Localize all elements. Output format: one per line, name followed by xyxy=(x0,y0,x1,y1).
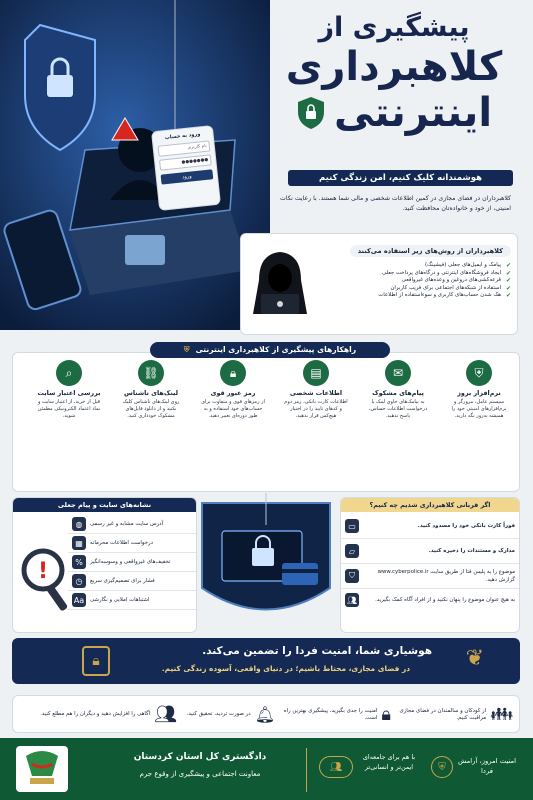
methods-item: ✔ هک شدن حساب‌های کاربری و سوءاستفاده از اطلاعات xyxy=(378,291,511,299)
victim-action-item: ⛉ موضوع را به پلیس فتا از طریق سایت www.cyberpolice.ir گزارش دهید. xyxy=(341,564,519,589)
strategy-unknown-links: ⛓ لینک‌های ناشناس روی لینک‌های ناشناس کلیک نکنید و از دانلود فایل‌های مشکوک خودداری کنید. xyxy=(119,360,183,421)
victim-actions-card xyxy=(340,497,520,633)
shield-icon: ⛨ xyxy=(466,360,492,386)
shield-small-icon: ⛨ xyxy=(183,345,190,354)
laurel-icon: ❦ xyxy=(465,646,484,671)
shield-lock-icon xyxy=(296,96,326,130)
victim-action-item: ▭ فوراً کارت بانکی خود را مسدود کنید. xyxy=(341,514,519,539)
phishing-card-title: ورود به حساب xyxy=(164,131,201,142)
strategy-strong-password: 🔒︎ رمز عبور قوی از رمزهای قوی و متفاوت برای حساب‌های خود استفاده و به طور دوره‌ای تغییر دهید. xyxy=(201,360,265,421)
footer-motto-2: با هم برای جامعه‌ای ایمن‌تر و انسانی‌تر xyxy=(362,753,416,771)
community-icon: 👥︎ xyxy=(319,756,353,778)
alert-bell-icon: 🔔︎ xyxy=(254,705,275,725)
strategy-update: ⛨ نرم‌افزار بروز سیستم عامل، مرورگر و نرم‌افزارهای امنیتی خود را همیشه به‌روز نگه دارید. xyxy=(447,360,511,421)
methods-card xyxy=(240,233,518,335)
center-laptop-illustration xyxy=(192,493,340,633)
document-icon: ▦ xyxy=(72,536,86,550)
tip-item: 👥︎ آگاهی را افزایش دهید و دیگران را هم مطلع کنید. xyxy=(40,704,177,726)
phishing-login-button: ورود xyxy=(161,169,214,184)
methods-item: ✔ پیامک و ایمیل‌های جعلی (فیشینگ) xyxy=(425,262,511,270)
strategies-title-bar xyxy=(150,342,390,358)
tip-item: 🔔︎ در صورت تردید، تحقیق کنید. xyxy=(186,705,275,725)
group-icon: 👥︎ xyxy=(154,704,177,726)
fake-sign-item: فشار برای تصمیم‌گیری سریع ◷ xyxy=(68,572,196,591)
judiciary-emblem xyxy=(14,744,70,794)
fake-sign-item: آدرس سایت مشابه و غیر رسمی ◍ xyxy=(68,515,196,534)
slogan-bar: هوشمندانه کلیک کنیم، امن زندگی کنیم xyxy=(288,170,513,186)
phishing-login-card xyxy=(151,125,221,211)
card-icon: ▭ xyxy=(345,519,359,533)
victim-action-item: ▱ مدارک و مستندات را ذخیره کنید. xyxy=(341,539,519,564)
check-icon: ✔ xyxy=(505,262,511,270)
fake-sign-item: اشتباهات املایی و نگارشی Aa xyxy=(68,591,196,610)
methods-title: کلاهبرداران از روش‌های زیر استفاده می‌کنند xyxy=(350,245,511,257)
search-doc-icon: ⌕ xyxy=(56,360,82,386)
methods-item: ✔ ایجاد فروشگاه‌های اینترنتی و درگاه‌های پرداخت جعلی xyxy=(381,269,511,277)
victim-title: اگر قربانی کلاهبرداری شدیم چه کنیم؟ xyxy=(341,498,519,512)
people-icon: 👥︎ xyxy=(345,593,359,607)
check-icon: ✔ xyxy=(505,291,511,299)
check-icon: ✔ xyxy=(505,269,511,277)
methods-item: ✔ استفاده از شبکه‌های اجتماعی برای فریب کاربران xyxy=(390,284,511,292)
strategy-personal-info: ▤ اطلاعات شخصی اطلاعات کارت بانکی، رمز دوم و کدهای تایید را در اختیار هیچ‌کس قرار ندهید. xyxy=(284,360,348,421)
clock-icon: ◷ xyxy=(72,574,86,588)
strategy-site-validation: ⌕ بررسی اعتبار سایت قبل از خرید، از اعتبار سایت و نماد اعتماد الکترونیکی مطمئن شوید. xyxy=(37,360,101,421)
title-line-2: کلاهبرداری xyxy=(285,44,503,90)
phishing-password-field: ●●●●●●● xyxy=(159,154,212,170)
hacker-icon xyxy=(249,248,311,318)
title-line-1: پیشگیری از xyxy=(318,12,470,43)
link-icon: ⛓ xyxy=(138,360,164,386)
shield-lock-small-icon: 🔒︎ xyxy=(381,704,391,726)
magnifier-warning-icon xyxy=(19,546,71,616)
id-card-icon: ▤ xyxy=(303,360,329,386)
fake-signs-title: نشانه‌های سایت و پیام جعلی xyxy=(13,498,196,512)
banner-lock-icon: 🔒︎ xyxy=(82,646,110,676)
police-icon: ⛉ xyxy=(345,569,359,583)
svg-text:!: ! xyxy=(37,559,49,584)
fake-signs-card xyxy=(12,497,197,633)
awareness-banner xyxy=(12,638,520,684)
fake-sign-item: درخواست اطلاعات محرمانه ▦ xyxy=(68,534,196,553)
message-icon: ✉ xyxy=(385,360,411,386)
tag-icon: % xyxy=(72,555,86,569)
methods-list xyxy=(311,262,511,298)
fake-sign-item: تخفیف‌های غیرواقعی و وسوسه‌انگیز % xyxy=(68,553,196,572)
folder-icon: ▱ xyxy=(345,544,359,558)
shield-gold-icon: ⛨ xyxy=(431,756,453,778)
globe-icon: ◍ xyxy=(72,517,86,531)
check-icon: ✔ xyxy=(505,277,511,285)
text-icon: Aa xyxy=(72,593,86,607)
family-icon: 👪︎ xyxy=(490,704,513,726)
phishing-username-field: نام کاربری xyxy=(158,140,211,156)
victim-action-item: 👥︎ به هیچ عنوان موضوع را پنهان نکنید و از افراد آگاه کمک بگیرید. xyxy=(341,589,519,611)
banner-line-1: هوشیاری شما، امنیت فردا را تضمین می‌کند. xyxy=(202,645,432,657)
hero-illustration xyxy=(0,0,270,330)
strategy-suspicious-messages: ✉ پیام‌های مشکوک به پیامک‌های حاوی لینک یا درخواست اطلاعات حساس، پاسخ ندهید. xyxy=(366,360,430,421)
title-line-3: اینترنتی xyxy=(333,90,493,136)
methods-item: ✔ قرعه‌کشی‌های دروغین و وعده‌های غیرواقعی xyxy=(401,277,511,285)
lock-icon: 🔒︎ xyxy=(220,360,246,386)
footer-motto-1: امنیت امروز، آرامش فردا xyxy=(457,757,517,775)
footer-org-2: معاونت اجتماعی و پیشگیری از وقوع جرم xyxy=(139,770,261,778)
footer xyxy=(0,738,533,800)
strategies-title: راهکارهای پیشگیری از کلاهبرداری اینترنتی xyxy=(195,345,357,354)
check-icon: ✔ xyxy=(505,284,511,292)
hero-title-block xyxy=(269,12,519,136)
footer-org-1: دادگستری کل استان کردستان xyxy=(133,752,267,762)
tip-item: 👪︎ از کودکان و سالمندان در فضای مجازی مراقبت کنیم. xyxy=(399,704,513,726)
intro-text: کلاهبرداران در فضای مجازی در کمین اطلاعات شخصی و مالی شما هستند. با رعایت نکات امنیتی، از خود و خانواده‌تان محافظت کنید. xyxy=(280,195,511,212)
footer-divider xyxy=(306,748,307,792)
tip-item: 🔒︎ امنیت را جدی بگیرید، پیشگیری بهترین راه است. xyxy=(283,704,391,726)
banner-line-2: در فضای مجازی، محتاط باشیم؛ در دنیای واقعی، آسوده زندگی کنیم. xyxy=(161,664,410,673)
